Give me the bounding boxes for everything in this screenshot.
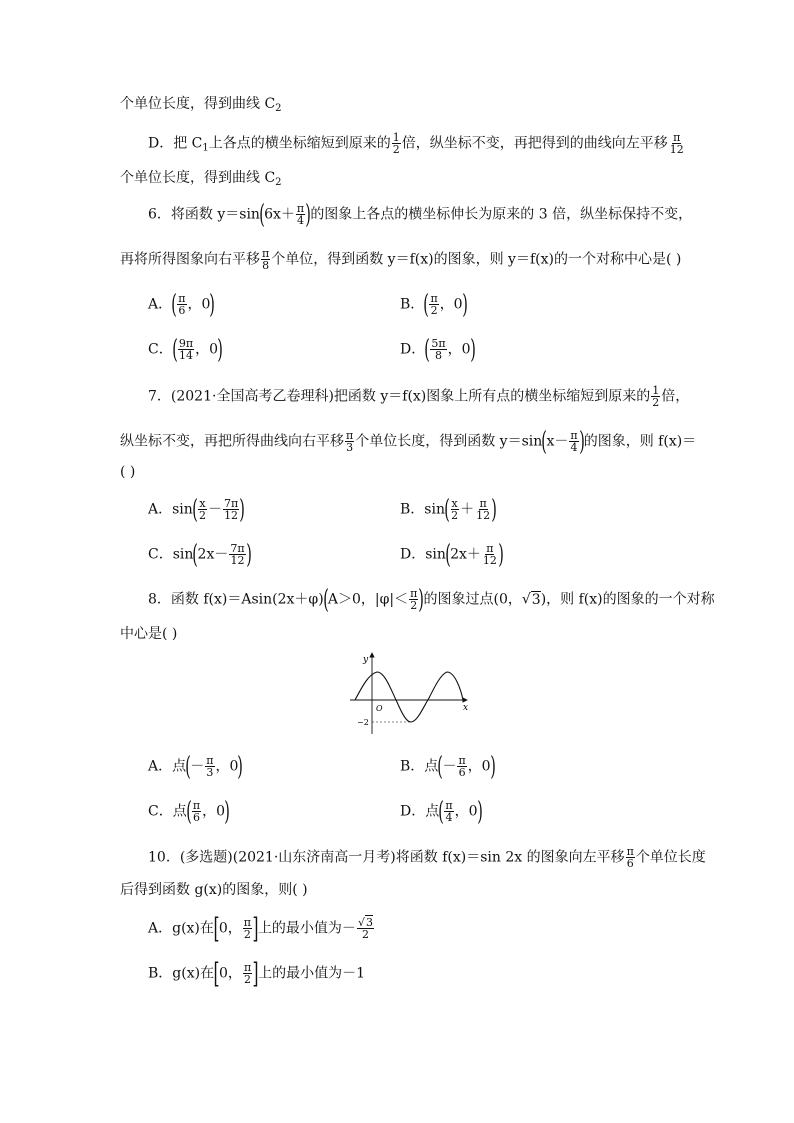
paren-close: ) bbox=[491, 494, 497, 525]
fraction bbox=[345, 430, 354, 453]
q10-stem-2 bbox=[120, 880, 308, 900]
sign: － bbox=[190, 758, 205, 775]
numerator: 7π bbox=[223, 497, 239, 510]
denominator: 4 bbox=[570, 441, 578, 454]
q10-option-b bbox=[148, 956, 366, 990]
fraction bbox=[261, 248, 270, 271]
fraction bbox=[178, 338, 194, 361]
stem-text: 个单位长度，得到函数 y＝sin bbox=[355, 433, 543, 450]
paren-open: ( bbox=[541, 426, 548, 457]
fraction bbox=[475, 498, 491, 521]
paren-open: ( bbox=[192, 539, 199, 570]
option-text: ，0 bbox=[187, 296, 211, 313]
denominator: 2 bbox=[244, 973, 252, 986]
stem-text: 7．(2021·全国高考乙卷理科)把函数 y＝f(x)图象上所有点的横坐标缩短到原来的 bbox=[148, 388, 651, 405]
subscript: 1 bbox=[202, 142, 209, 154]
numerator: x bbox=[199, 497, 206, 510]
subscript: 2 bbox=[275, 103, 282, 114]
numerator: π bbox=[262, 247, 270, 260]
option-label: B．sin bbox=[400, 501, 445, 518]
sign: － bbox=[442, 758, 457, 775]
paren-open: ( bbox=[445, 539, 451, 570]
numerator: π bbox=[346, 429, 354, 442]
paren-close: ) bbox=[498, 539, 504, 570]
stem-text: 10．(多选题)(2021·山东济南高一月考)将函数 f(x)＝sin 2x 的图象向左平移 bbox=[148, 849, 625, 866]
option-label: D． bbox=[400, 341, 426, 358]
paren-close: ) bbox=[469, 334, 476, 365]
denominator: 2 bbox=[392, 143, 400, 156]
numerator: π bbox=[479, 497, 487, 510]
fraction bbox=[626, 846, 635, 869]
fraction bbox=[243, 962, 252, 985]
numerator: 1 bbox=[652, 384, 660, 397]
option-text: ，0 bbox=[195, 341, 219, 358]
option-label: B．g(x)在 bbox=[148, 965, 215, 982]
continuation-text: 个单位长度，得到曲线 C bbox=[120, 96, 276, 112]
prev-option-d-line2 bbox=[120, 168, 282, 193]
min-label: −2 bbox=[357, 718, 369, 727]
stem-text: 个单位，得到函数 y＝f(x)的图象，则 y＝f(x)的一个对称中心是( ) bbox=[271, 251, 682, 268]
denominator: 8 bbox=[435, 349, 442, 362]
denominator: 4 bbox=[297, 214, 305, 227]
fraction bbox=[444, 800, 453, 823]
numerator: π bbox=[296, 202, 305, 215]
paren-open: ( bbox=[438, 796, 445, 827]
denominator: 12 bbox=[230, 554, 245, 567]
inner-expr: 2x－ bbox=[197, 546, 229, 563]
option-label: A．sin bbox=[148, 501, 193, 518]
fraction bbox=[198, 498, 207, 521]
numerator: 1 bbox=[392, 131, 400, 144]
y-label: y bbox=[363, 655, 369, 665]
sine-curve bbox=[355, 672, 463, 722]
option-text: ，0 bbox=[467, 758, 491, 775]
denominator: 2 bbox=[451, 509, 459, 522]
numerator: π bbox=[458, 754, 466, 767]
denominator: 2 bbox=[243, 928, 251, 941]
fraction bbox=[357, 917, 374, 940]
operator: ＋ bbox=[460, 501, 475, 518]
denominator: 2 bbox=[410, 599, 418, 612]
numerator: x bbox=[451, 497, 458, 510]
answer-blank: ( ) bbox=[120, 464, 136, 480]
paren-close: ) bbox=[245, 539, 252, 570]
stem-text: 的图象上各点的横坐标伸长为原来的 3 倍，纵坐标保持不变， bbox=[310, 206, 693, 223]
bracket-close: ] bbox=[252, 956, 259, 990]
denominator: 12 bbox=[482, 554, 497, 567]
stem-text: 的图象过点(0， bbox=[423, 591, 522, 608]
fraction bbox=[429, 293, 438, 316]
option-label: A．g(x)在 bbox=[148, 920, 214, 937]
paren-open: ( bbox=[424, 334, 431, 365]
paren-open: ( bbox=[423, 289, 430, 320]
fraction bbox=[569, 430, 578, 453]
operator: － bbox=[207, 501, 222, 518]
q8-stem-2 bbox=[120, 624, 177, 644]
paren-close: ) bbox=[239, 494, 246, 525]
q7-stem-2 bbox=[120, 426, 697, 457]
option-label: D．把 C bbox=[148, 135, 203, 152]
stem-text: 倍， bbox=[661, 388, 690, 405]
paren-close: ) bbox=[237, 751, 244, 782]
stem-text: 再将所得图象向右平移 bbox=[120, 251, 260, 268]
option-label: C．sin bbox=[148, 546, 194, 563]
q8-option-c bbox=[148, 796, 230, 827]
paren-close: ) bbox=[217, 334, 223, 365]
fraction bbox=[430, 338, 446, 361]
paren-open: ( bbox=[192, 494, 198, 525]
paren-close: ) bbox=[418, 584, 425, 615]
numerator: π bbox=[570, 429, 578, 442]
inner-expr: 6x＋ bbox=[264, 206, 295, 223]
paren-open: ( bbox=[437, 751, 444, 782]
stem-text: 后得到函数 g(x)的图象，则( ) bbox=[120, 882, 308, 898]
q8-option-b bbox=[400, 751, 496, 782]
denominator: 2 bbox=[652, 396, 660, 409]
paren-close: ) bbox=[461, 289, 468, 320]
fraction bbox=[482, 543, 498, 566]
q6-option-c bbox=[148, 334, 223, 365]
continuation-line bbox=[120, 94, 282, 119]
fraction bbox=[229, 543, 245, 566]
interval: 0， bbox=[219, 965, 242, 982]
q8-stem: 8．函数 f(x)＝Asin(2x＋φ)(A＞0，|φ|＜ $\frac{\pi}{2}$ )的图象过点(0，√3)，则 f(x)的图象的一个对称 bbox=[148, 584, 715, 615]
numerator: π bbox=[673, 131, 681, 144]
fraction bbox=[651, 385, 660, 408]
fraction bbox=[243, 917, 252, 940]
option-text: 上的最小值为－1 bbox=[258, 965, 366, 982]
q6-option-a bbox=[148, 289, 216, 320]
origin-label: O bbox=[376, 704, 383, 713]
denominator: 12 bbox=[224, 509, 239, 522]
paren-open: ( bbox=[444, 494, 450, 525]
q10-stem bbox=[148, 846, 706, 869]
condition: A＞0，|φ|＜ bbox=[327, 591, 409, 608]
option-text: ，0 bbox=[454, 803, 478, 820]
numerator: 5π bbox=[431, 337, 446, 350]
option-text: 倍，纵坐标不变，再把得到的曲线向左平移 bbox=[401, 135, 668, 152]
numerator: π bbox=[486, 542, 494, 555]
option-label: B．点 bbox=[400, 758, 439, 775]
fraction bbox=[409, 588, 418, 611]
stem-text: 纵坐标不变，再把所得曲线向右平移 bbox=[120, 433, 344, 450]
sqrt-value: 3 bbox=[531, 591, 541, 608]
option-text: ，0 bbox=[215, 758, 239, 775]
option-label: A．点 bbox=[148, 758, 187, 775]
x-label: x bbox=[463, 703, 469, 713]
fraction bbox=[192, 800, 201, 823]
denominator: 2 bbox=[430, 304, 438, 317]
numerator: π bbox=[178, 292, 186, 305]
q10-option-a bbox=[148, 911, 375, 945]
paren-close: ) bbox=[305, 199, 312, 230]
numerator: π bbox=[430, 292, 438, 305]
denominator: 2 bbox=[361, 928, 369, 941]
stem-text: 中心是( ) bbox=[120, 626, 178, 642]
q7-option-b bbox=[400, 494, 497, 525]
paren-close: ) bbox=[489, 751, 496, 782]
numerator: π bbox=[626, 845, 634, 858]
numerator: √3 bbox=[357, 916, 373, 929]
paren-close: ) bbox=[209, 289, 216, 320]
option-label: A． bbox=[148, 296, 173, 313]
q6-stem-2 bbox=[120, 248, 681, 271]
denominator: 3 bbox=[346, 441, 354, 454]
stem-text: )，则 f(x)的图象的一个对称 bbox=[540, 591, 715, 608]
stem-text: 个单位长度 bbox=[635, 849, 706, 866]
paren-open: ( bbox=[259, 199, 265, 230]
numerator: π bbox=[206, 754, 214, 767]
option-label: C． bbox=[148, 341, 173, 358]
option-text: ，0 bbox=[202, 803, 226, 820]
interval: 0， bbox=[218, 920, 242, 937]
numerator: π bbox=[445, 799, 453, 812]
bracket-close: ] bbox=[252, 911, 259, 945]
inner-expr: 2x＋ bbox=[450, 546, 481, 563]
paren-open: ( bbox=[186, 796, 192, 827]
option-label: D．sin bbox=[400, 546, 446, 563]
subscript: 2 bbox=[275, 177, 282, 188]
q8-option-a bbox=[148, 751, 244, 782]
denominator: 6 bbox=[626, 857, 634, 870]
paren-open: ( bbox=[185, 751, 191, 782]
prev-option-d bbox=[148, 132, 686, 159]
stem-text: 8．函数 f(x)＝Asin(2x＋φ) bbox=[148, 591, 324, 608]
sqrt-value: 3 bbox=[365, 916, 373, 929]
bracket-open: [ bbox=[213, 956, 220, 990]
paren-open: ( bbox=[322, 584, 329, 615]
denominator: 12 bbox=[476, 509, 491, 522]
q7-option-c bbox=[148, 539, 252, 570]
bracket-open: [ bbox=[213, 911, 220, 945]
q7-stem bbox=[148, 385, 689, 408]
inner-expr: x－ bbox=[546, 433, 569, 450]
option-text: 上的最小值为－ bbox=[257, 920, 356, 937]
stem-text: 的图象，则 f(x)＝ bbox=[583, 433, 697, 450]
option-label: D．点 bbox=[400, 803, 440, 820]
denominator: 8 bbox=[262, 259, 270, 272]
denominator: 6 bbox=[178, 304, 186, 317]
numerator: 7π bbox=[230, 542, 245, 555]
numerator: π bbox=[192, 799, 201, 812]
fraction bbox=[296, 203, 305, 226]
option-text: 个单位长度，得到曲线 C bbox=[120, 170, 276, 186]
denominator: 14 bbox=[178, 349, 193, 362]
q6-option-b bbox=[400, 289, 468, 320]
paren-open: ( bbox=[172, 334, 178, 365]
q6-option-d bbox=[400, 334, 476, 365]
option-label: B． bbox=[400, 296, 425, 313]
fraction bbox=[450, 498, 459, 521]
paren-close: ) bbox=[578, 426, 585, 457]
paren-open: ( bbox=[171, 289, 177, 320]
denominator: 12 bbox=[669, 143, 684, 156]
numerator: π bbox=[410, 587, 418, 600]
numerator: π bbox=[243, 961, 252, 974]
option-text: 上各点的横坐标缩短到原来的 bbox=[208, 135, 391, 152]
fraction bbox=[457, 755, 466, 778]
denominator: 6 bbox=[192, 811, 200, 824]
stem-text: 6．将函数 y＝sin bbox=[148, 206, 260, 223]
fraction bbox=[392, 132, 401, 155]
numerator: 9π bbox=[178, 337, 194, 350]
q6-stem bbox=[148, 199, 693, 230]
option-text: ，0 bbox=[439, 296, 463, 313]
denominator: 6 bbox=[458, 766, 466, 779]
q7-option-d bbox=[400, 539, 504, 570]
paren-close: ) bbox=[224, 796, 230, 827]
denominator: 2 bbox=[198, 509, 206, 522]
q7-option-a bbox=[148, 494, 246, 525]
fraction bbox=[205, 755, 214, 778]
fraction bbox=[669, 132, 685, 155]
q7-stem-3 bbox=[120, 462, 135, 482]
option-label: C．点 bbox=[148, 803, 187, 820]
paren-close: ) bbox=[476, 796, 483, 827]
q8-option-d bbox=[400, 796, 483, 827]
fraction bbox=[223, 498, 239, 521]
denominator: 4 bbox=[445, 811, 453, 824]
option-text: ，0 bbox=[447, 341, 471, 358]
fraction bbox=[177, 293, 186, 316]
numerator: π bbox=[243, 916, 251, 929]
sine-graph bbox=[345, 650, 475, 736]
denominator: 3 bbox=[206, 766, 214, 779]
